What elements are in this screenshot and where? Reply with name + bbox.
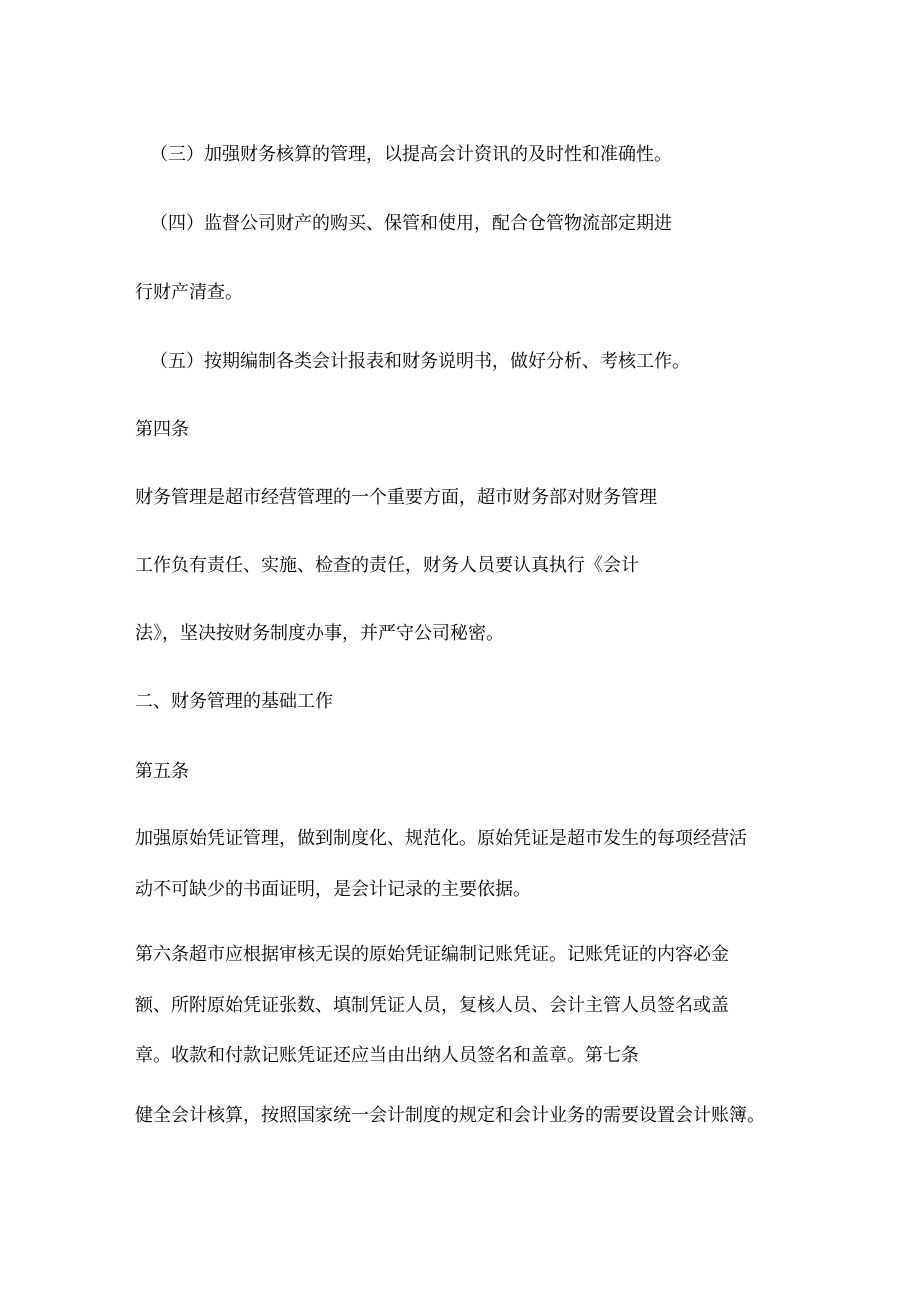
paragraph-item-3: （三）加强财务核算的管理，以提高会计资讯的及时性和准确性。 [150, 144, 672, 165]
article-6-line-3: 章。收款和付款记账凭证还应当由出纳人员签名和盖章。第七条 [135, 1045, 639, 1066]
paragraph-item-5: （五）按期编制各类会计报表和财务说明书，做好分析、考核工作。 [150, 351, 690, 372]
article-5-line-2: 动不可缺少的书面证明，是会计记录的主要依据。 [135, 879, 531, 900]
section-2-heading: 二、财务管理的基础工作 [135, 691, 333, 712]
article-4-heading: 第四条 [135, 419, 189, 440]
article-4-line-1: 财务管理是超市经营管理的一个重要方面，超市财务部对财务管理 [135, 487, 657, 508]
article-4-line-2: 工作负有责任、实施、检查的责任，财务人员要认真执行《会计 [135, 555, 639, 576]
paragraph-item-4-line-1: （四）监督公司财产的购买、保管和使用，配合仓管物流部定期进 [150, 213, 672, 234]
paragraph-item-4-line-2: 行财产清查。 [135, 282, 243, 303]
article-5-heading: 第五条 [135, 761, 189, 782]
article-6-line-2: 额、所附原始凭证张数、填制凭证人员，复核人员、会计主管人员签名或盖 [135, 995, 729, 1016]
article-4-line-3: 法》，坚决按财务制度办事，并严守公司秘密。 [135, 623, 504, 644]
article-6-line-1: 第六条超市应根据审核无误的原始凭证编制记账凭证。记账凭证的内容必金 [135, 944, 729, 965]
article-5-line-1: 加强原始凭证管理，做到制度化、规范化。原始凭证是超市发生的每项经营活 [135, 828, 747, 849]
article-7-line-1: 健全会计核算，按照国家统一会计制度的规定和会计业务的需要设置会计账簿。 [135, 1105, 765, 1126]
